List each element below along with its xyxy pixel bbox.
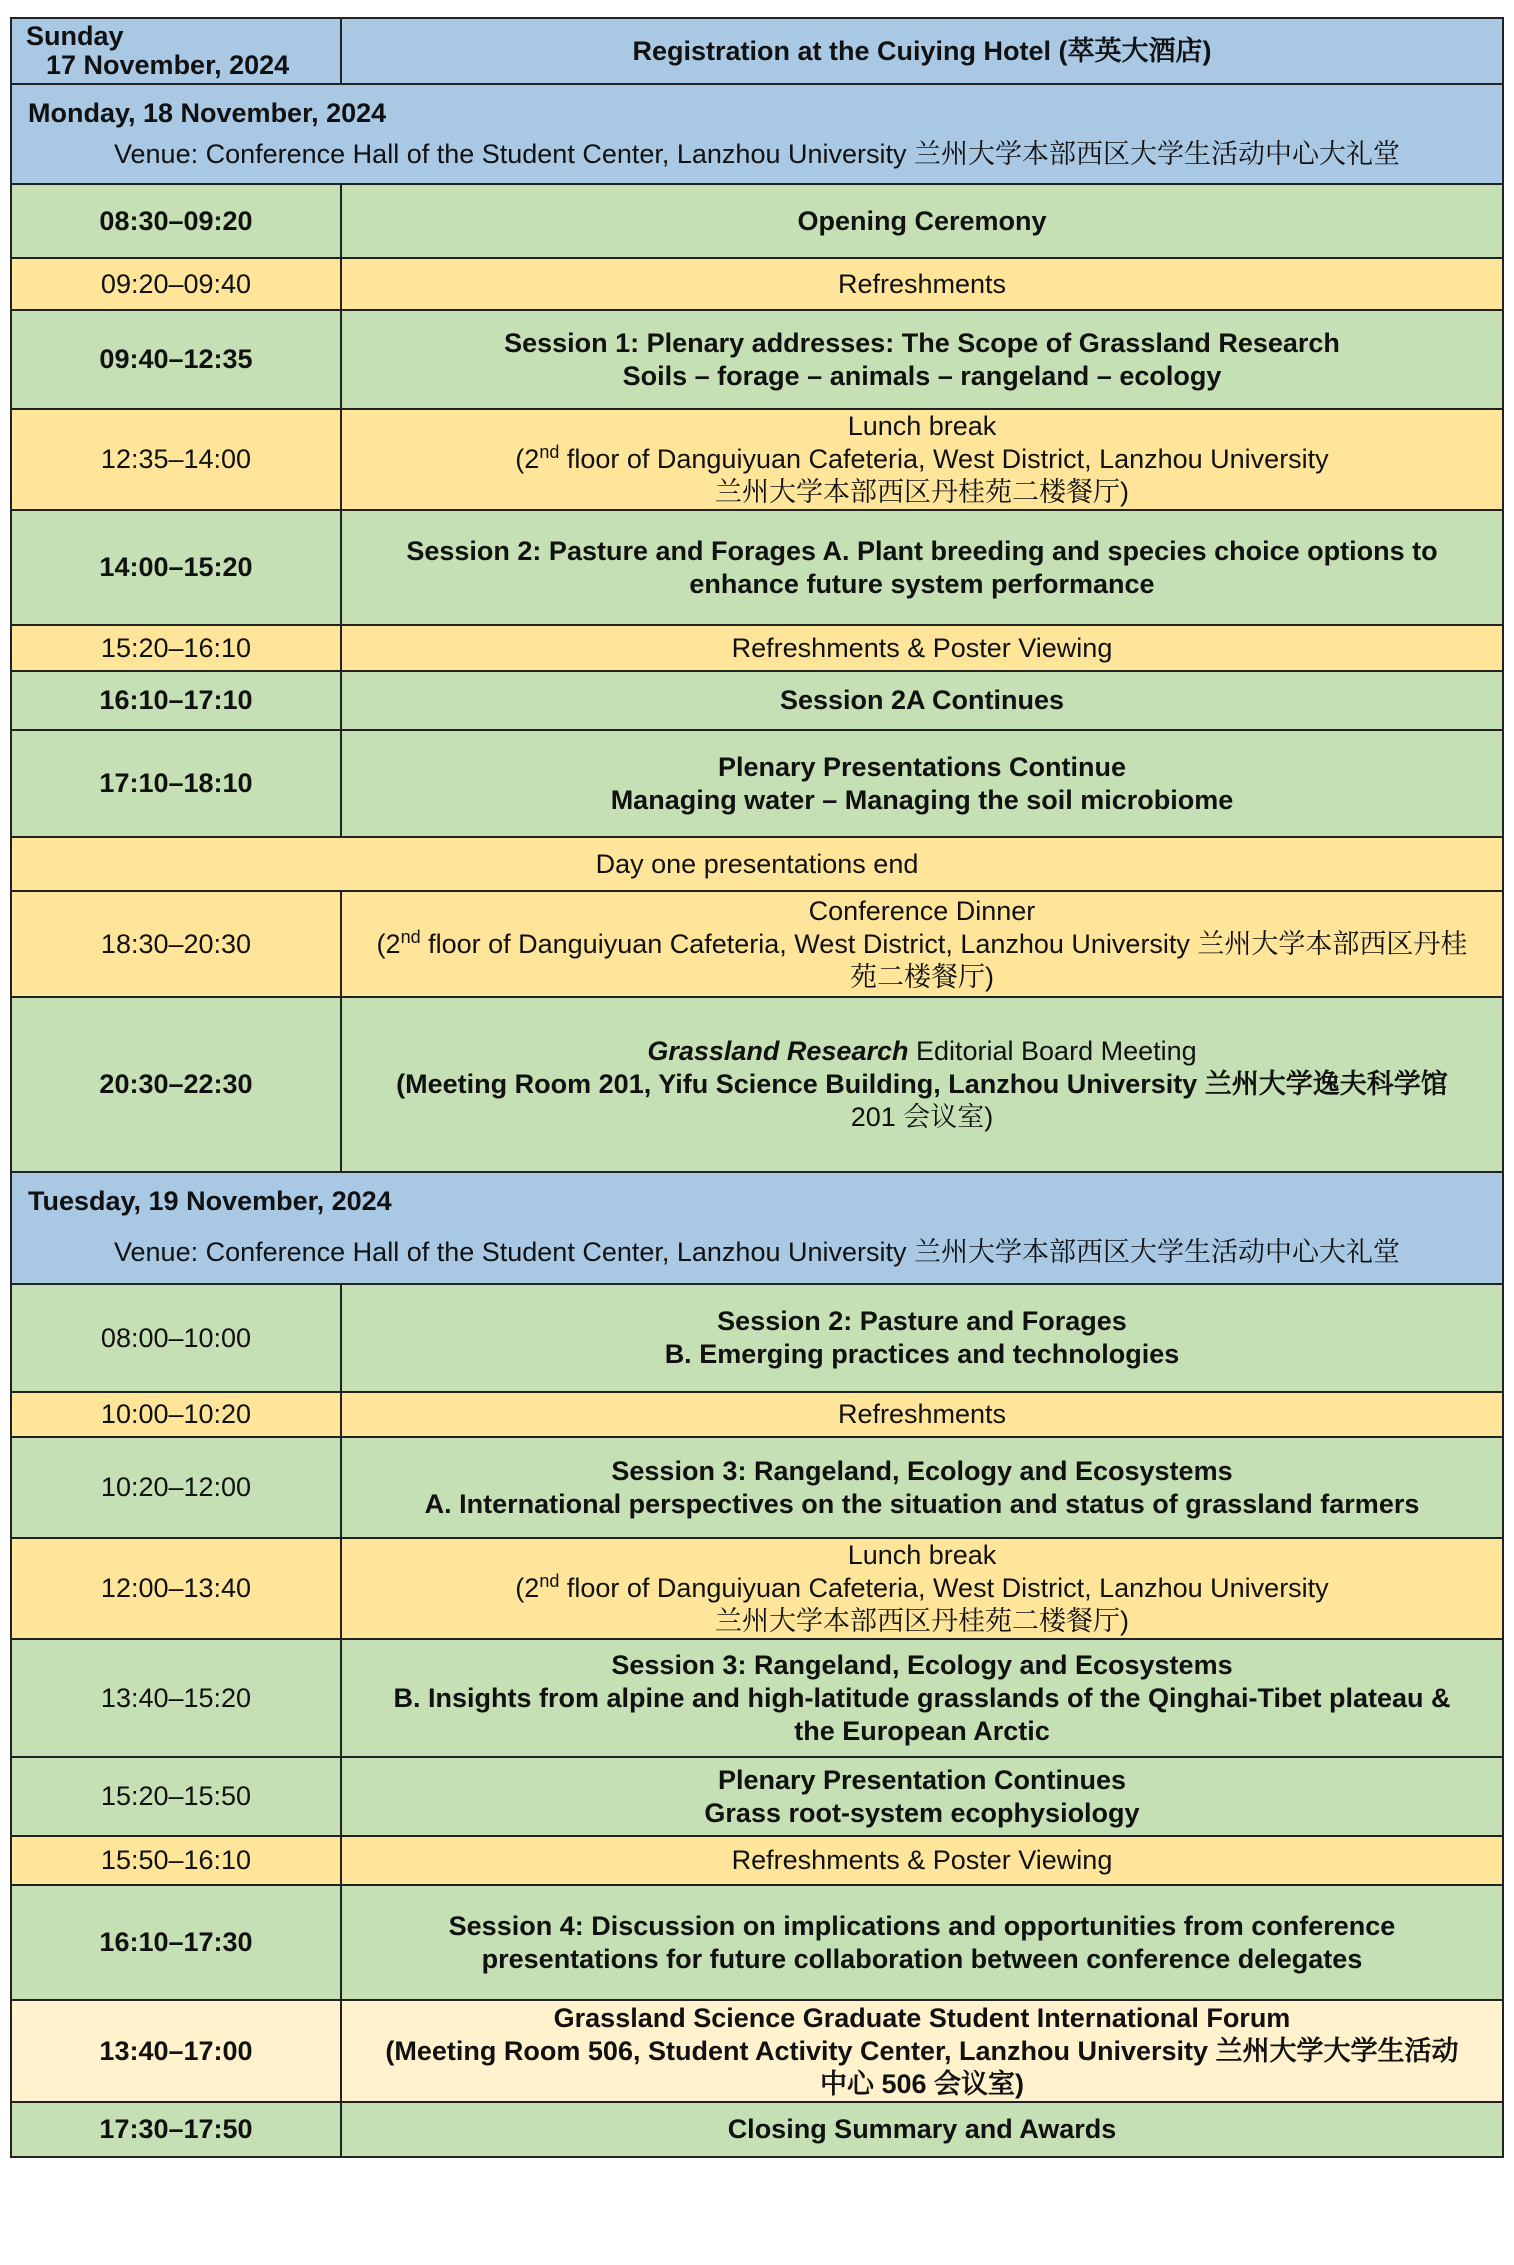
event-title	[354, 1035, 1490, 1068]
event-cell	[341, 730, 1503, 837]
event-title: Session 2: Pasture and Forages	[717, 1306, 1127, 1336]
time-cell: 17:10–18:10	[11, 730, 341, 837]
event-title: Session 2: Pasture and Forages A. Plant breeding and species choice options to	[406, 535, 1438, 566]
registration-cell: Registration at the Cuiying Hotel (萃英大酒店)	[341, 18, 1503, 84]
event-cell	[341, 409, 1503, 510]
schedule-row	[11, 1392, 1503, 1437]
event-title: Plenary Presentation Continues	[717, 1764, 1127, 1795]
monday-header-row	[11, 84, 1503, 184]
schedule-row	[11, 891, 1503, 997]
event-cell	[341, 310, 1503, 409]
event-location-cn: 兰州大学本部西区丹桂苑二楼餐厅)	[715, 477, 1129, 507]
event-cell	[341, 1284, 1503, 1392]
time-cell: 15:50–16:10	[11, 1836, 341, 1885]
event-subtitle: B. Emerging practices and technologies	[664, 1339, 1180, 1369]
event-subtitle: B. Insights from alpine and high-latitude grasslands of the Qinghai-Tibet plateau &	[393, 1682, 1451, 1713]
event-subtitle: Grass root-system ecophysiology	[704, 1797, 1140, 1828]
time-cell: 17:30–17:50	[11, 2102, 341, 2157]
schedule-row	[11, 184, 1503, 258]
time-cell: 15:20–16:10	[11, 625, 341, 671]
meeting-name: Editorial Board Meeting	[908, 1036, 1197, 1066]
schedule-row	[11, 730, 1503, 837]
time-cell: 16:10–17:10	[11, 671, 341, 730]
event-cell	[341, 625, 1503, 671]
event-cell	[341, 671, 1503, 730]
schedule-row	[11, 997, 1503, 1172]
event-cell	[341, 1757, 1503, 1836]
schedule-row	[11, 1639, 1503, 1757]
event-cell	[341, 2000, 1503, 2102]
sunday-date-label: 17 November, 2024	[46, 50, 290, 80]
event-location	[354, 928, 1490, 961]
event-cell	[341, 184, 1503, 258]
location-text: floor of Danguiyuan Cafeteria, West District, Lanzhou University 兰州大学本部西区丹桂	[420, 928, 1468, 959]
event-cell	[341, 891, 1503, 997]
time-cell: 13:40–17:00	[11, 2000, 341, 2102]
schedule-row	[11, 2000, 1503, 2102]
event-location: (Meeting Room 506, Student Activity Center, Lanzhou University 兰州大学大学生活动	[385, 2035, 1459, 2066]
conference-schedule-table	[10, 17, 1504, 2158]
journal-name: Grassland Research	[647, 1036, 909, 1066]
event-title: Conference Dinner	[808, 895, 1036, 926]
time-cell: 10:20–12:00	[11, 1437, 341, 1538]
location-open: (2	[515, 444, 540, 474]
event-title: Plenary Presentations Continue	[717, 751, 1127, 782]
event-title: Session 3: Rangeland, Ecology and Ecosystems	[611, 1649, 1233, 1680]
event-title: Session 3: Rangeland, Ecology and Ecosystems	[611, 1455, 1233, 1486]
event-subtitle: A. International perspectives on the situation and status of grassland farmers	[424, 1488, 1420, 1519]
event-cell	[341, 1836, 1503, 1885]
schedule-row	[11, 625, 1503, 671]
sunday-row	[11, 18, 1503, 84]
monday-day-title: Monday, 18 November, 2024	[28, 98, 387, 128]
event-title: Refreshments	[837, 268, 1007, 299]
event-title: Refreshments & Poster Viewing	[731, 1845, 1113, 1875]
time-cell: 09:20–09:40	[11, 258, 341, 310]
event-cell	[341, 1639, 1503, 1757]
event-location	[354, 1572, 1490, 1605]
schedule-row	[11, 671, 1503, 730]
event-cell	[341, 1392, 1503, 1437]
event-subtitle: presentations for future collaboration between conference delegates	[481, 1943, 1363, 1974]
event-title: Session 2A Continues	[779, 685, 1065, 715]
event-location-cn: 兰州大学本部西区丹桂苑二楼餐厅)	[715, 1606, 1129, 1636]
event-subtitle: Managing water – Managing the soil microbiome	[610, 784, 1234, 815]
schedule-row	[11, 1437, 1503, 1538]
event-title: Closing Summary and Awards	[727, 2114, 1117, 2144]
event-location-cn: 中心 506 会议室)	[819, 2068, 1025, 2099]
sunday-day-label: Sunday	[26, 21, 124, 51]
time-cell: 10:00–10:20	[11, 1392, 341, 1437]
tuesday-venue: Venue: Conference Hall of the Student Center, Lanzhou University 兰州大学本部西区大学生活动中心大礼堂	[114, 1237, 1400, 1267]
time-cell: 12:00–13:40	[11, 1538, 341, 1639]
time-cell: 08:30–09:20	[11, 184, 341, 258]
monday-header-cell	[11, 84, 1503, 184]
location-open: (2	[376, 928, 401, 959]
location-text: floor of Danguiyuan Cafeteria, West District, Lanzhou University	[559, 1573, 1329, 1603]
event-title: Session 4: Discussion on implications and opportunities from conference	[448, 1910, 1396, 1941]
event-subtitle: enhance future system performance	[689, 568, 1155, 599]
schedule-row	[11, 1538, 1503, 1639]
location-open: (2	[515, 1573, 540, 1603]
event-subtitle: Soils – forage – animals – rangeland – ecology	[622, 360, 1222, 391]
time-cell: 12:35–14:00	[11, 409, 341, 510]
event-title: Refreshments	[837, 1399, 1007, 1429]
tuesday-header-row	[11, 1172, 1503, 1284]
schedule-row	[11, 1885, 1503, 2000]
monday-venue: Venue: Conference Hall of the Student Center, Lanzhou University 兰州大学本部西区大学生活动中心大礼堂	[114, 139, 1400, 169]
event-title: Lunch break	[847, 411, 997, 441]
event-title: Opening Ceremony	[797, 205, 1047, 236]
tuesday-header-cell	[11, 1172, 1503, 1284]
schedule-row	[11, 1757, 1503, 1836]
event-location	[354, 443, 1490, 476]
day-end-cell: Day one presentations end	[11, 837, 1503, 891]
time-cell: 13:40–15:20	[11, 1639, 341, 1757]
event-cell	[341, 510, 1503, 625]
time-cell: 09:40–12:35	[11, 310, 341, 409]
schedule-row	[11, 837, 1503, 891]
event-subtitle-cont: the European Arctic	[794, 1715, 1050, 1746]
time-cell: 15:20–15:50	[11, 1757, 341, 1836]
event-location-cn: 苑二楼餐厅)	[850, 961, 994, 992]
ordinal-suffix: nd	[539, 1571, 560, 1591]
event-title: Refreshments & Poster Viewing	[731, 632, 1113, 663]
time-cell: 18:30–20:30	[11, 891, 341, 997]
event-cell	[341, 997, 1503, 1172]
event-location: (Meeting Room 201, Yifu Science Building, Lanzhou University 兰州大学逸夫科学馆	[396, 1069, 1448, 1099]
event-title: Session 1: Plenary addresses: The Scope of Grassland Research	[504, 327, 1340, 358]
ordinal-suffix: nd	[539, 442, 560, 462]
time-cell: 14:00–15:20	[11, 510, 341, 625]
time-cell: 16:10–17:30	[11, 1885, 341, 2000]
event-cell	[341, 258, 1503, 310]
event-cell	[341, 1538, 1503, 1639]
schedule-row	[11, 510, 1503, 625]
time-cell: 20:30–22:30	[11, 997, 341, 1172]
event-title: Grassland Science Graduate Student International Forum	[553, 2002, 1291, 2033]
sunday-date-cell	[11, 18, 341, 84]
event-title: Lunch break	[847, 1540, 997, 1570]
schedule-row	[11, 310, 1503, 409]
tuesday-day-title: Tuesday, 19 November, 2024	[28, 1186, 392, 1216]
schedule-row	[11, 2102, 1503, 2157]
schedule-row	[11, 1284, 1503, 1392]
schedule-row	[11, 1836, 1503, 1885]
event-cell	[341, 2102, 1503, 2157]
schedule-row	[11, 409, 1503, 510]
event-cell	[341, 1885, 1503, 2000]
event-cell	[341, 1437, 1503, 1538]
schedule-row	[11, 258, 1503, 310]
event-location-cn: 201 会议室)	[850, 1102, 994, 1132]
ordinal-suffix: nd	[400, 926, 421, 947]
location-text: floor of Danguiyuan Cafeteria, West District, Lanzhou University	[559, 444, 1329, 474]
time-cell: 08:00–10:00	[11, 1284, 341, 1392]
